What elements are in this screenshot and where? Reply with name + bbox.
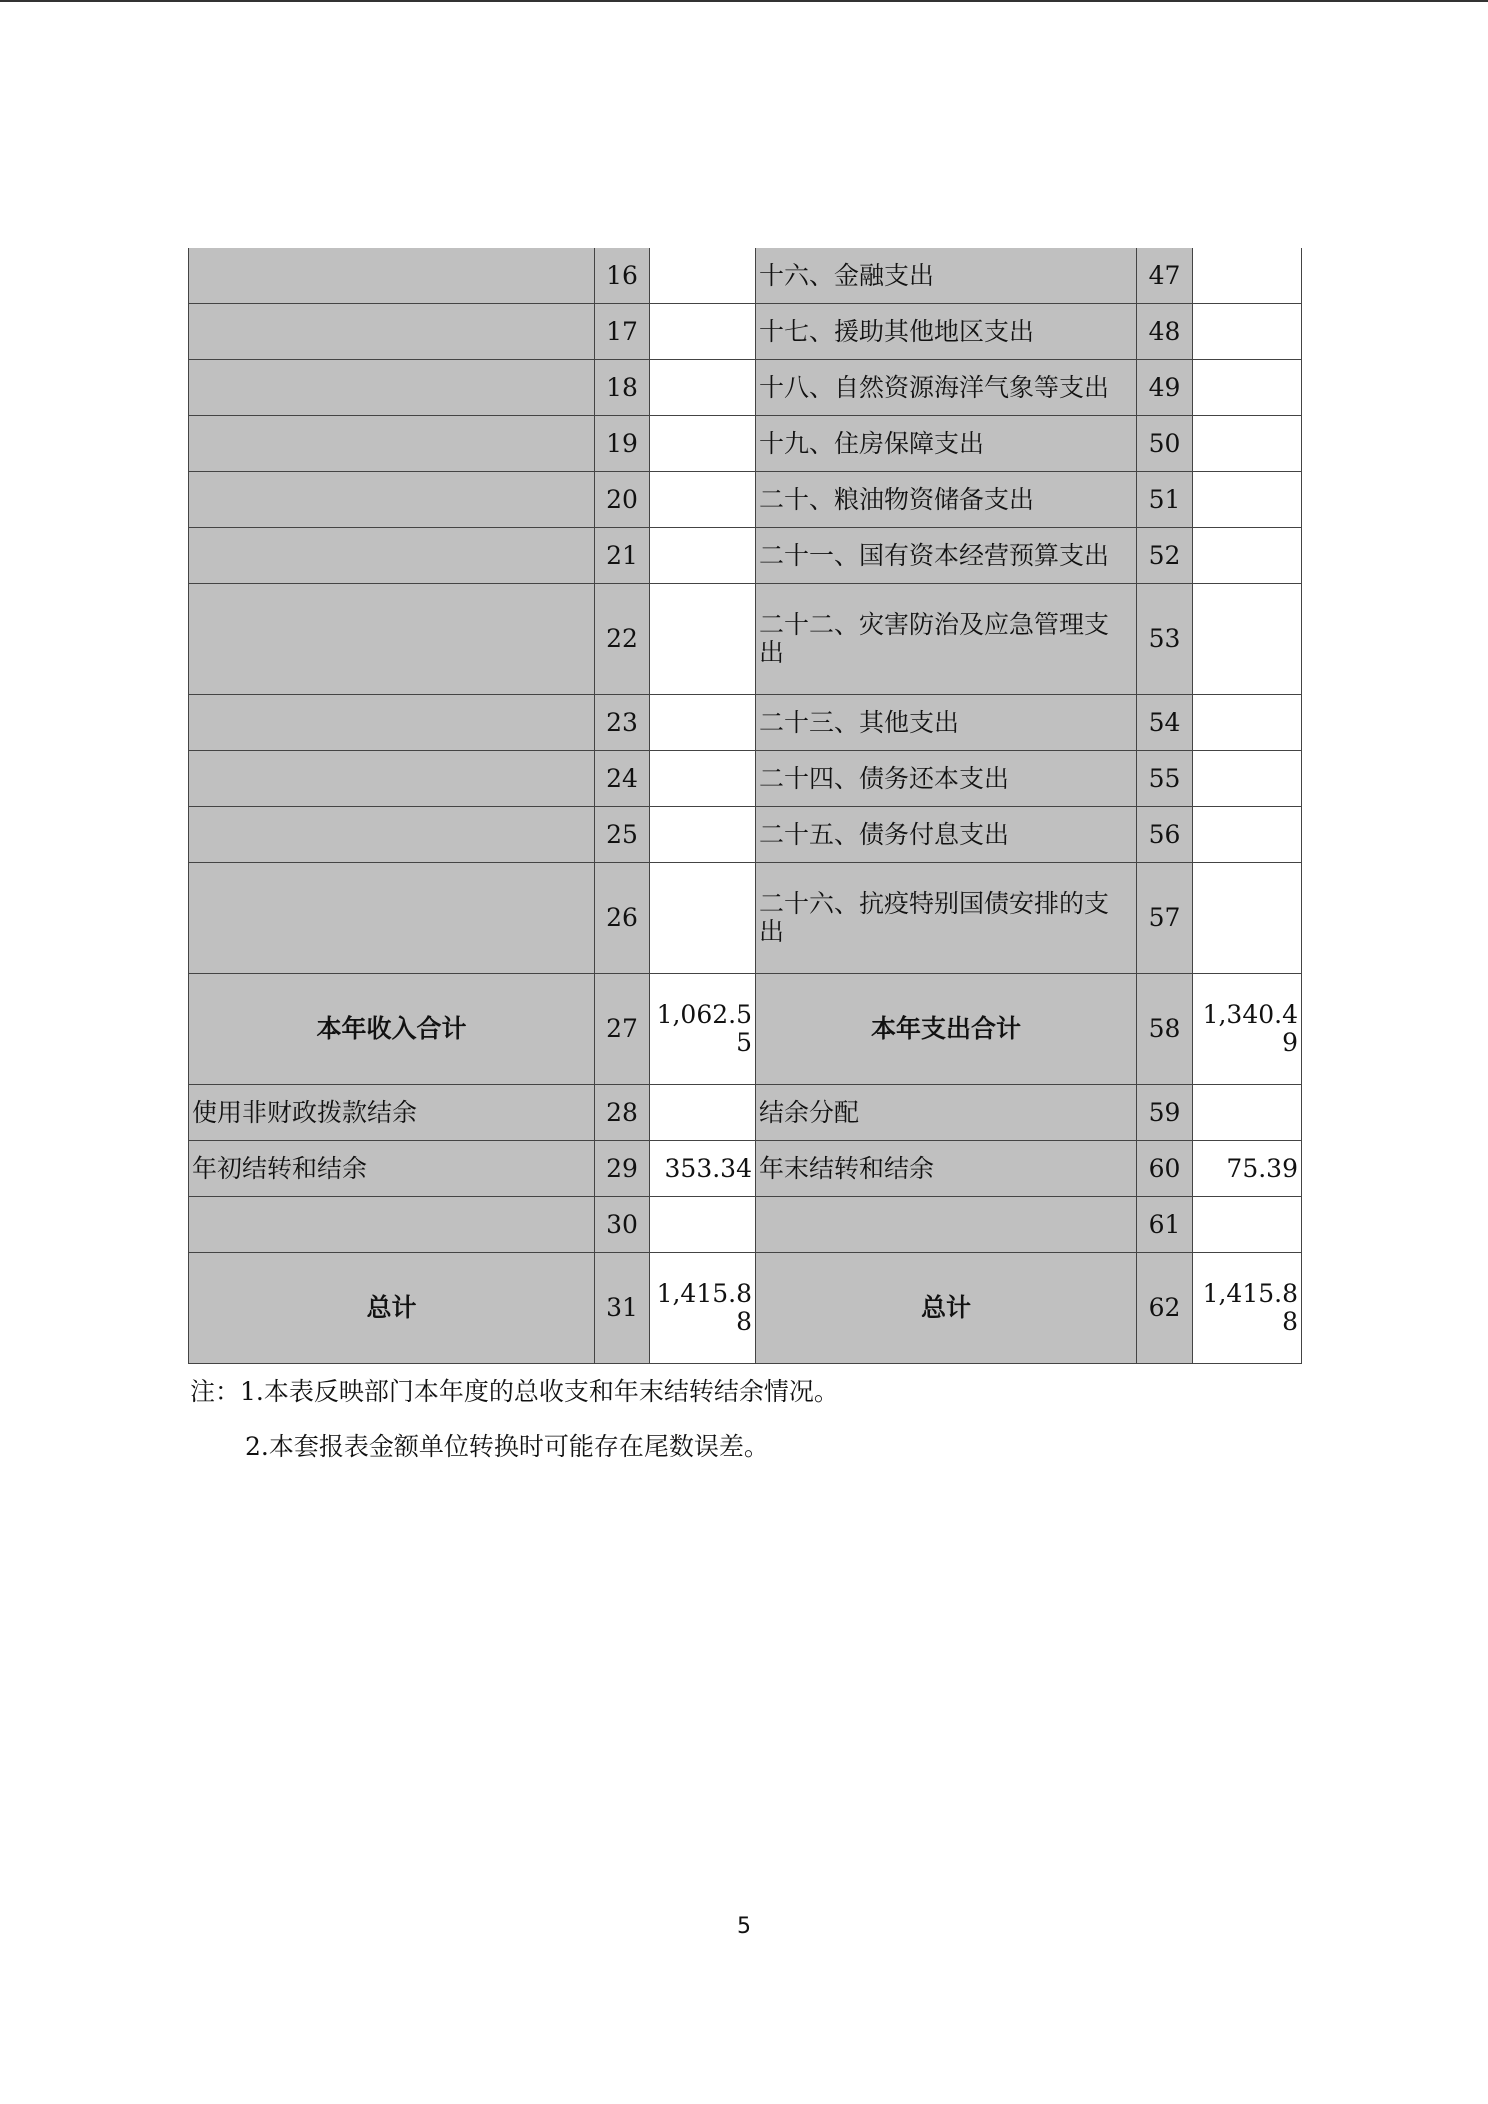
income-expenditure-table [188, 248, 1302, 1364]
grand-total-expense-label: 总计 [756, 1253, 1137, 1364]
table-row [189, 304, 1302, 360]
income-amount-cell [650, 472, 756, 528]
table-row [189, 472, 1302, 528]
expense-line-number: 57 [1137, 863, 1193, 974]
expense-amount-cell [1193, 472, 1302, 528]
detail-rows [189, 248, 1302, 1364]
income-line-number: 24 [595, 751, 650, 807]
table-row [189, 807, 1302, 863]
expense-line-number: 55 [1137, 751, 1193, 807]
expense-line-number: 58 [1137, 974, 1193, 1085]
expense-item-label: 十七、援助其他地区支出 [756, 304, 1137, 360]
income-item-cell [189, 304, 595, 360]
income-amount-cell [650, 807, 756, 863]
expense-amount-cell [1193, 248, 1302, 304]
expense-item-label: 二十、粮油物资储备支出 [756, 472, 1137, 528]
income-line-number: 23 [595, 695, 650, 751]
expense-amount-cell [1193, 360, 1302, 416]
expense-line-number: 47 [1137, 248, 1193, 304]
income-line-number: 19 [595, 416, 650, 472]
income-total-row [189, 974, 1302, 1085]
income-line-number: 18 [595, 360, 650, 416]
expense-amount-cell [1193, 304, 1302, 360]
table-row [189, 584, 1302, 695]
expense-amount-cell [1193, 584, 1302, 695]
table-row [189, 863, 1302, 974]
expense-amount-cell [1193, 695, 1302, 751]
income-amount-cell [650, 1085, 756, 1141]
balance-allocation-label: 结余分配 [756, 1085, 1137, 1141]
expense-item-label: 二十一、国有资本经营预算支出 [756, 528, 1137, 584]
grand-total-income-amount: 1,415.88 [650, 1253, 756, 1364]
expense-line-number: 61 [1137, 1197, 1193, 1253]
income-line-number: 29 [595, 1141, 650, 1197]
income-total-amount: 1,062.55 [650, 974, 756, 1085]
income-line-number: 21 [595, 528, 650, 584]
expense-item-label: 二十五、债务付息支出 [756, 807, 1137, 863]
income-line-number: 25 [595, 807, 650, 863]
expense-item-label: 十六、金融支出 [756, 248, 1137, 304]
income-item-cell [189, 472, 595, 528]
table-row [189, 528, 1302, 584]
expense-line-number: 56 [1137, 807, 1193, 863]
income-line-number: 30 [595, 1197, 650, 1253]
income-amount-cell [650, 360, 756, 416]
table-row [189, 1141, 1302, 1197]
income-amount-cell [650, 584, 756, 695]
income-amount-cell [650, 695, 756, 751]
opening-balance-amount: 353.34 [650, 1141, 756, 1197]
expense-line-number: 51 [1137, 472, 1193, 528]
income-item-cell [189, 584, 595, 695]
income-line-number: 22 [595, 584, 650, 695]
income-item-cell [189, 751, 595, 807]
table-note-1: 注：1.本表反映部门本年度的总收支和年末结转结余情况。 [190, 1377, 839, 1406]
expense-amount-cell [1193, 1197, 1302, 1253]
expense-item-label: 十九、住房保障支出 [756, 416, 1137, 472]
expense-item-label: 二十三、其他支出 [756, 695, 1137, 751]
expense-line-number: 50 [1137, 416, 1193, 472]
income-amount-cell [650, 751, 756, 807]
table-row [189, 1085, 1302, 1141]
expense-line-number: 53 [1137, 584, 1193, 695]
income-line-number: 16 [595, 248, 650, 304]
table-row [189, 416, 1302, 472]
income-amount-cell [650, 1197, 756, 1253]
top-border-line [0, 0, 1488, 2]
expense-amount-cell [1193, 863, 1302, 974]
expense-item-label: 二十六、抗疫特别国债安排的支出 [756, 863, 1137, 974]
expense-line-number: 62 [1137, 1253, 1193, 1364]
income-item-cell [189, 360, 595, 416]
income-line-number: 28 [595, 1085, 650, 1141]
income-item-cell [189, 863, 595, 974]
expense-item-label: 二十四、债务还本支出 [756, 751, 1137, 807]
table-row [189, 1197, 1302, 1253]
income-amount-cell [650, 416, 756, 472]
income-amount-cell [650, 248, 756, 304]
page-number: 5 [737, 1914, 751, 1939]
income-item-cell [189, 807, 595, 863]
closing-balance-label: 年末结转和结余 [756, 1141, 1137, 1197]
grand-total-expense-amount: 1,415.88 [1193, 1253, 1302, 1364]
table-row [189, 360, 1302, 416]
expense-line-number: 59 [1137, 1085, 1193, 1141]
expense-amount-cell [1193, 1085, 1302, 1141]
income-item-cell [189, 695, 595, 751]
income-line-number: 26 [595, 863, 650, 974]
expense-amount-cell [1193, 807, 1302, 863]
expense-item-cell [756, 1197, 1137, 1253]
table-row [189, 248, 1302, 304]
income-item-cell [189, 528, 595, 584]
non-fiscal-balance-label: 使用非财政拨款结余 [189, 1085, 595, 1141]
expense-item-label: 十八、自然资源海洋气象等支出 [756, 360, 1137, 416]
income-item-cell [189, 416, 595, 472]
grand-total-row [189, 1253, 1302, 1364]
expense-line-number: 48 [1137, 304, 1193, 360]
expense-line-number: 52 [1137, 528, 1193, 584]
table-row [189, 695, 1302, 751]
table-note-2: 2.本套报表金额单位转换时可能存在尾数误差。 [245, 1432, 769, 1461]
income-line-number: 20 [595, 472, 650, 528]
income-line-number: 27 [595, 974, 650, 1085]
expense-amount-cell [1193, 416, 1302, 472]
expense-amount-cell [1193, 751, 1302, 807]
closing-balance-amount: 75.39 [1193, 1141, 1302, 1197]
income-line-number: 17 [595, 304, 650, 360]
income-item-cell [189, 1197, 595, 1253]
opening-balance-label: 年初结转和结余 [189, 1141, 595, 1197]
income-amount-cell [650, 863, 756, 974]
expense-total-amount: 1,340.49 [1193, 974, 1302, 1085]
income-total-label: 本年收入合计 [189, 974, 595, 1085]
income-amount-cell [650, 304, 756, 360]
expense-item-label: 二十二、灾害防治及应急管理支出 [756, 584, 1137, 695]
expense-line-number: 49 [1137, 360, 1193, 416]
income-line-number: 31 [595, 1253, 650, 1364]
grand-total-label: 总计 [189, 1253, 595, 1364]
expense-amount-cell [1193, 528, 1302, 584]
table-row [189, 751, 1302, 807]
income-amount-cell [650, 528, 756, 584]
expense-line-number: 54 [1137, 695, 1193, 751]
expense-line-number: 60 [1137, 1141, 1193, 1197]
expense-total-label: 本年支出合计 [756, 974, 1137, 1085]
income-item-cell [189, 248, 595, 304]
